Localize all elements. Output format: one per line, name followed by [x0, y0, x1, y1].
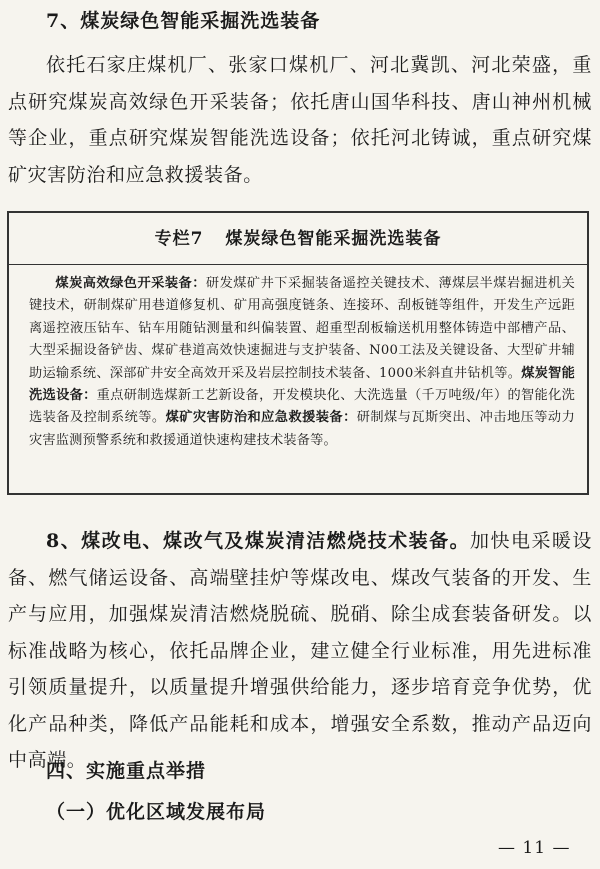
box-item-text: 研发煤矿井下采掘装备遥控关键技术、薄煤层半煤岩掘进机关键技术，研制煤矿用巷道修复机、矿用高强度链条、连接环、刮板链等组件，开发生产远距离遥控液压钻车、钻车用随钻测量和纠偏装置、超重型刮板输送机用整体铸造中部槽产品、大型采掘设备铲齿、煤矿巷道高效快速掘进与支护装备、N00工法及关键设备、大型矿井辅助运输系统、深部矿井安全高效开采及岩层控制技术装备、1000米斜直井钻机等。: [29, 276, 575, 381]
section7-heading: 7、煤炭绿色智能采掘洗选装备: [46, 10, 321, 32]
box-item-label: 煤炭智能洗选设备：: [29, 365, 575, 404]
feature-box: [7, 211, 589, 495]
section8-paragraph: [8, 523, 592, 779]
feature-box-number: 专栏7: [154, 229, 204, 249]
box-item-label: 煤矿灾害防治和应急救援装备：: [165, 410, 357, 426]
section8-body: 加快电采暖设备、燃气储运设备、高端壁挂炉等煤改电、煤改气装备的开发、生产与应用，加强煤炭清洁燃烧脱硫、脱硝、除尘成套装备研发。以标准战略为核心，依托品牌企业，建立健全行业标准，用先进标准引领质量提升，以质量提升增强供给能力，逐步培育竞争优势，优化产品种类，降低产品能耗和成本，增强安全系数，推动产品迈向中高端。: [8, 530, 592, 771]
part4-heading: 四、实施重点举措: [46, 760, 207, 782]
section7-paragraph: 依托石家庄煤机厂、张家口煤机厂、河北冀凯、河北荣盛，重点研究煤炭高效绿色开采装备；依托唐山国华科技、唐山神州机械等企业，重点研究煤炭智能洗选设备；依托河北铸诚，重点研究煤矿灾害防治和应急救援装备。: [8, 54, 592, 186]
feature-box-title-text: 煤炭绿色智能采掘洗选装备: [225, 229, 442, 249]
box-item-text: 研制煤与瓦斯突出、冲击地压等动力灾害监测预警系统和救援通道快速构建技术装备等。: [29, 410, 575, 448]
section8-heading: 8、煤改电、煤改气及煤炭清洁燃烧技术装备。: [46, 530, 471, 552]
box-item-label: 煤炭高效绿色开采装备：: [55, 276, 206, 291]
sub1-heading: （一）优化区域发展布局: [46, 801, 267, 823]
box-item-text: 重点研制选煤新工艺新设备，开发模块化、大洗选量（千万吨级/年）的智能化洗选装备及控制系统等。: [29, 388, 576, 426]
feature-box-body: [29, 273, 575, 452]
feature-box-title: [9, 213, 587, 265]
page-number: — 11 —: [498, 838, 571, 858]
